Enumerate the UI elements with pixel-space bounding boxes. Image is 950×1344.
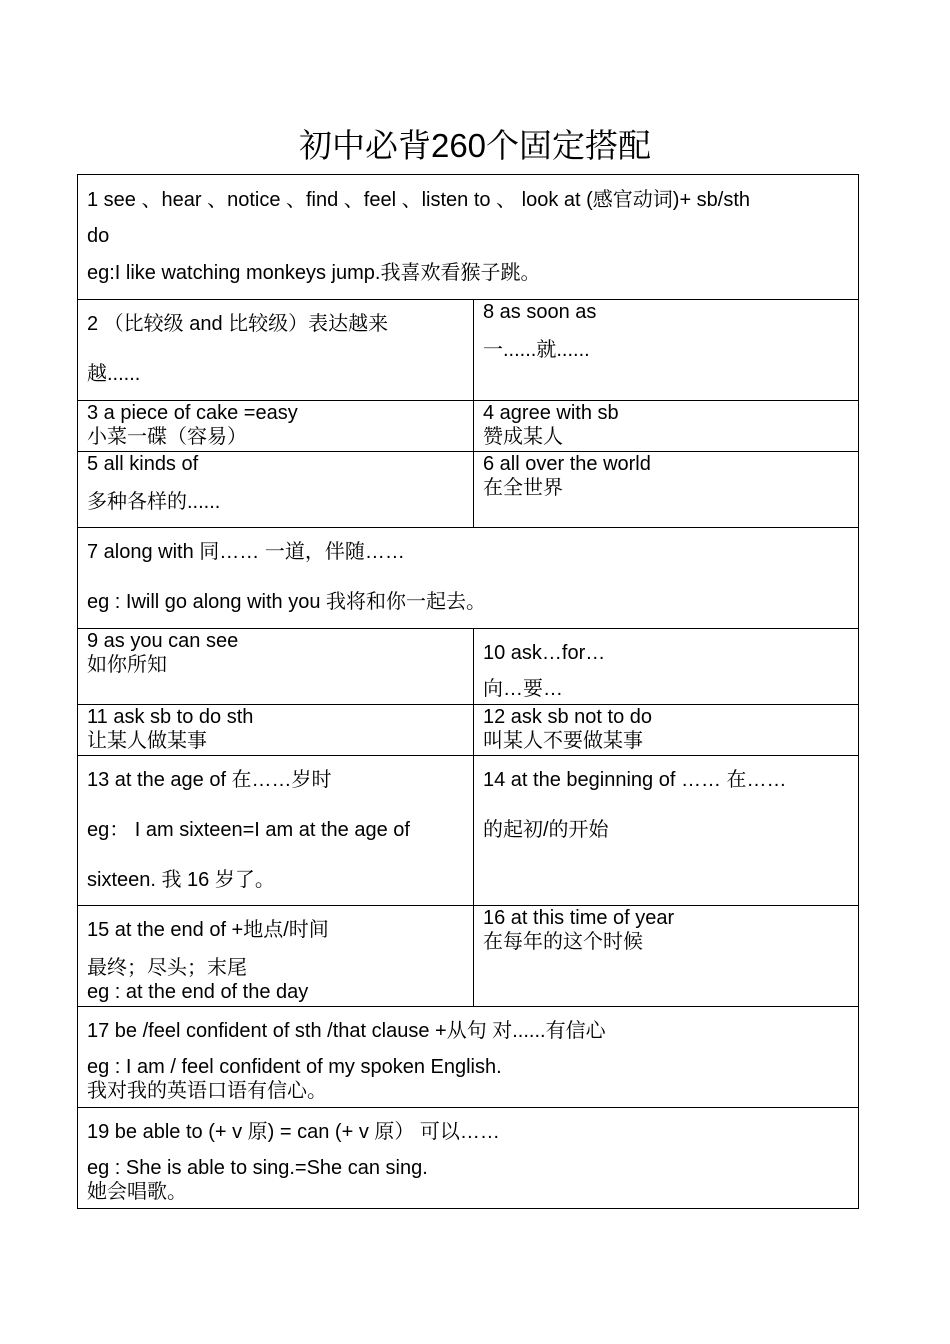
phrase-line: 19 be able to (+ v 原) = can (+ v 原） 可以…… — [87, 1121, 500, 1143]
table-cell — [78, 452, 474, 528]
meaning-line: 向…要… — [483, 678, 563, 700]
phrase-line: 3 a piece of cake =easy — [87, 402, 298, 424]
table-cell — [474, 906, 859, 1007]
phrase-line: 10 ask…for… — [483, 642, 606, 664]
table-row — [78, 1108, 859, 1209]
phrase-line: 4 agree with sb — [483, 402, 619, 424]
table-cell — [474, 705, 859, 756]
table-row — [78, 528, 859, 629]
phrase-line: 越...... — [87, 363, 141, 385]
table-row — [78, 401, 859, 452]
table-cell — [474, 452, 859, 528]
example-line: eg:I like watching monkeys jump.我喜欢看猴子跳。 — [87, 262, 541, 284]
phrase-table — [77, 174, 859, 1209]
table-cell — [78, 401, 474, 452]
example-line: eg : Iwill go along with you 我将和你一起去。 — [87, 591, 487, 613]
table-cell — [78, 175, 859, 300]
example-line: eg : at the end of the day — [87, 981, 309, 1003]
table-row — [78, 1007, 859, 1108]
table-row — [78, 175, 859, 300]
table-cell — [78, 756, 474, 906]
phrase-line: 2 （比较级 and 比较级）表达越来 — [87, 313, 389, 335]
example-line: sixteen. 我 16 岁了。 — [87, 869, 275, 891]
phrase-line: 13 at the age of 在……岁时 — [87, 769, 332, 791]
table-cell — [78, 528, 859, 629]
phrase-line: 17 be /feel confident of sth /that clause +从句 对......有信心 — [87, 1020, 606, 1042]
phrase-line: 5 all kinds of — [87, 453, 199, 475]
meaning-line: 叫某人不要做某事 — [483, 730, 643, 752]
table-cell — [474, 401, 859, 452]
phrase-line: do — [87, 225, 110, 247]
meaning-line: 一......就...... — [483, 339, 590, 361]
example-line: eg : I am / feel confident of my spoken English. — [87, 1056, 502, 1078]
table-row — [78, 452, 859, 528]
table-row — [78, 906, 859, 1007]
phrase-line: 7 along with 同…… 一道，伴随…… — [87, 541, 405, 563]
meaning-line: 在每年的这个时候 — [483, 931, 643, 953]
table-cell — [474, 756, 859, 906]
phrase-line: 9 as you can see — [87, 630, 239, 652]
phrase-line: 11 ask sb to do sth — [87, 706, 254, 728]
meaning-line: 小菜一碟（容易） — [87, 426, 247, 448]
table-cell — [78, 1007, 859, 1108]
table-cell — [78, 906, 474, 1007]
phrase-line: 1 see 、hear 、notice 、find 、feel 、listen to 、 look at (感官动词)+ sb/sth — [87, 189, 751, 211]
table-cell — [78, 705, 474, 756]
meaning-line: 赞成某人 — [483, 426, 563, 448]
phrase-line: 15 at the end of +地点/时间 — [87, 919, 329, 941]
meaning-line: 多种各样的...... — [87, 491, 221, 513]
example-line: eg： I am sixteen=I am at the age of — [87, 819, 410, 841]
meaning-line: 让某人做某事 — [87, 730, 207, 752]
meaning-line: 我对我的英语口语有信心。 — [87, 1080, 327, 1102]
meaning-line: 如你所知 — [87, 654, 167, 676]
phrase-line: 8 as soon as — [483, 301, 597, 323]
table-cell — [78, 1108, 859, 1209]
page-title: 初中必背260个固定搭配 — [298, 127, 652, 164]
table-row — [78, 300, 859, 401]
meaning-line: 在全世界 — [483, 477, 563, 499]
meaning-line: 最终；尽头；末尾 — [87, 957, 247, 979]
table-row — [78, 705, 859, 756]
table-cell — [78, 629, 474, 705]
table-row — [78, 629, 859, 705]
meaning-line: 她会唱歌。 — [87, 1181, 187, 1203]
table-cell — [474, 629, 859, 705]
table-cell — [78, 300, 474, 401]
phrase-line: 6 all over the world — [483, 453, 651, 475]
table-row — [78, 756, 859, 906]
phrase-line: 14 at the beginning of …… 在…… — [483, 769, 787, 791]
example-line: eg : She is able to sing.=She can sing. — [87, 1157, 428, 1179]
phrase-line: 12 ask sb not to do — [483, 706, 653, 728]
table-cell — [474, 300, 859, 401]
phrase-line: 16 at this time of year — [483, 907, 675, 929]
meaning-line: 的起初/的开始 — [483, 819, 609, 841]
